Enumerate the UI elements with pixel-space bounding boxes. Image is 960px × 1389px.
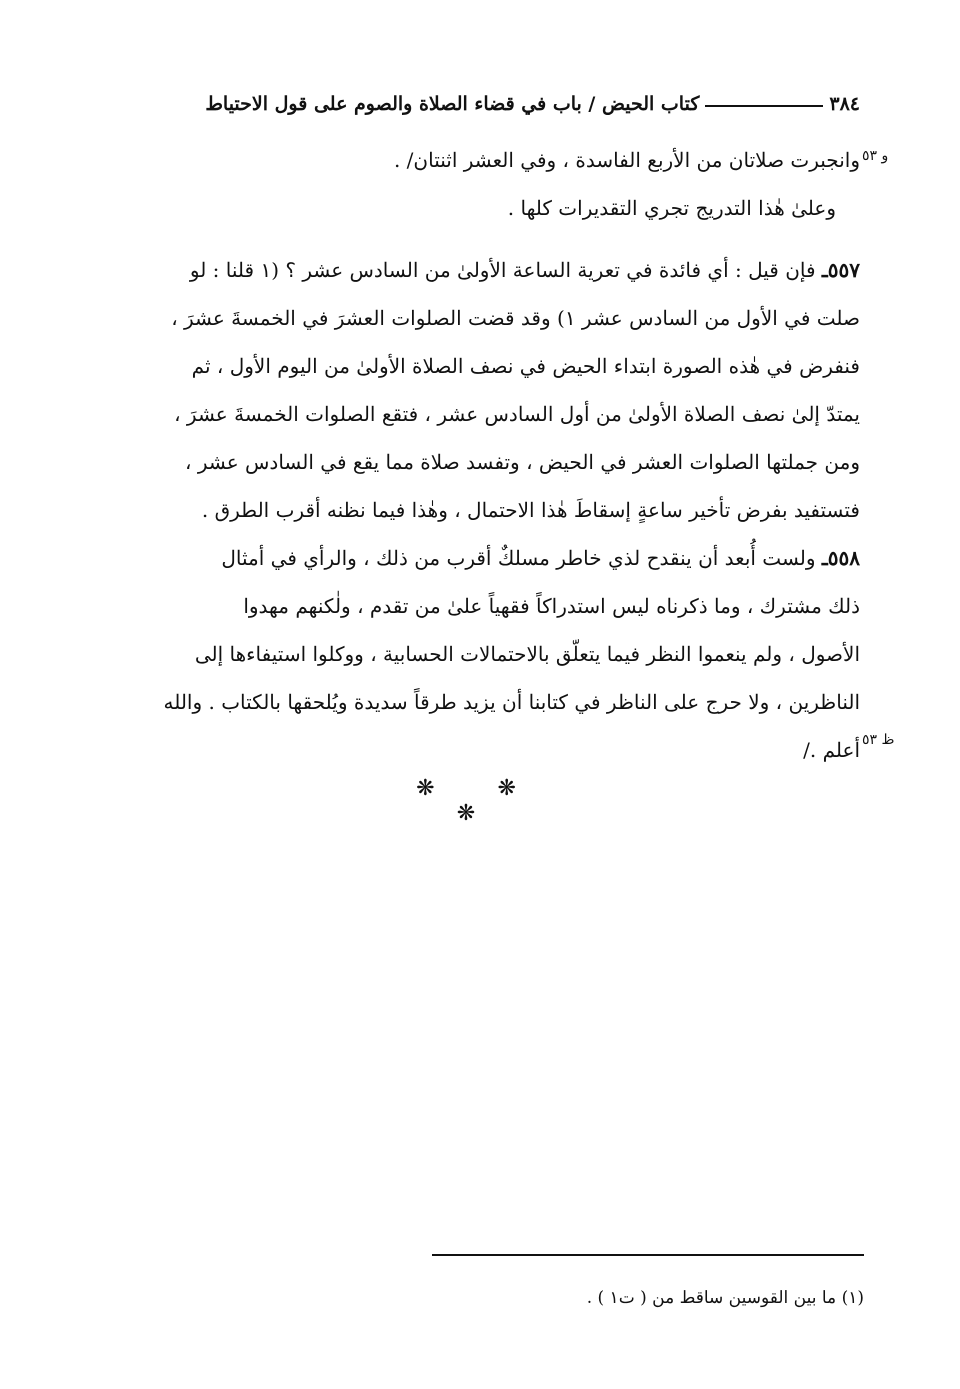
paragraph-number: ٥٥٨ـ	[821, 546, 860, 570]
margin-note-bottom: ظ ٥٣	[862, 732, 895, 748]
page-number: ٣٨٤	[829, 93, 860, 115]
header-rule	[705, 105, 823, 107]
footnote-text: ما بين القوسين ساقط من ( ت١ ) .	[586, 1288, 837, 1308]
paragraph-line: أعلم ./	[803, 738, 860, 762]
footnote-marker: (١)	[841, 1288, 864, 1308]
paragraph-number: ٥٥٧ـ	[821, 258, 860, 282]
paragraph-line: فنفرض في هٰذه الصورة ابتداء الحيض في نصف الصلاة الأولىٰ من اليوم الأول ، ثم	[191, 354, 860, 378]
paragraph-line: فتستفيد بفرض تأخير ساعةٍ إسقاطَ هٰذا الاحتمال ، وهٰذا فيما نظنه أقرب الطرق .	[201, 498, 860, 522]
paragraph-line-text: فإن قيل : أي فائدة في تعرية الساعة الأولىٰ من السادس عشر ؟ (١ قلنا : لو	[189, 258, 816, 282]
running-title: كتاب الحيض / باب في قضاء الصلاة والصوم على قول الاحتياط	[205, 93, 700, 115]
intro-line: وانجبرت صلاتان من الأربع الفاسدة ، وفي العشر اثنتان/ .	[393, 148, 860, 172]
paragraph-line: الناظرين ، ولا حرج على الناظر في كتابنا أن يزيد طرقاً سديدة ويُلحقها بالكتاب . والله	[163, 690, 860, 714]
running-header	[92, 86, 860, 122]
paragraph-line	[92, 534, 860, 582]
footnote	[500, 1288, 864, 1308]
paragraph-557	[92, 246, 860, 534]
paragraph-line: صلت في الأول من السادس عشر ١) وقد قضت الصلوات العشرَ في الخمسةَ عشرَ ،	[171, 306, 860, 330]
paragraph-line: ومن جملتها الصلوات العشر في الحيض ، وتفسد صلاة مما يقع في السادس عشر ،	[185, 450, 860, 474]
intro-paragraph	[92, 136, 860, 232]
paragraph-line-text: ولست أُبعد أن ينقدح لذي خاطر مسلكٌ أقرب من ذلك ، والرأي في أمثال	[221, 546, 816, 570]
margin-note-top: و ٥٣	[862, 148, 889, 164]
paragraph-line: يمتدّ إلىٰ نصف الصلاة الأولىٰ من أول السادس عشر ، فتقع الصلوات الخمسةَ عشرَ ،	[174, 402, 860, 426]
paragraph-558	[92, 534, 860, 774]
footnote-rule	[432, 1254, 864, 1256]
paragraph-line	[92, 246, 860, 294]
paragraph-line: الأصول ، ولم ينعموا النظر فيما يتعلّق بالاحتمالات الحسابية ، ووكلوا استيفاءها إلى	[194, 642, 860, 666]
section-separator: ❋ ❋ ❋	[416, 776, 544, 826]
paragraph-line: ذلك مشترك ، وما ذكرناه ليس استدراكاً فقهياً علىٰ من تقدم ، ولٰكنهم مهدوا	[243, 594, 860, 618]
intro-line: وعلىٰ هٰذا التدريج تجري التقديرات كلها .	[507, 196, 836, 220]
